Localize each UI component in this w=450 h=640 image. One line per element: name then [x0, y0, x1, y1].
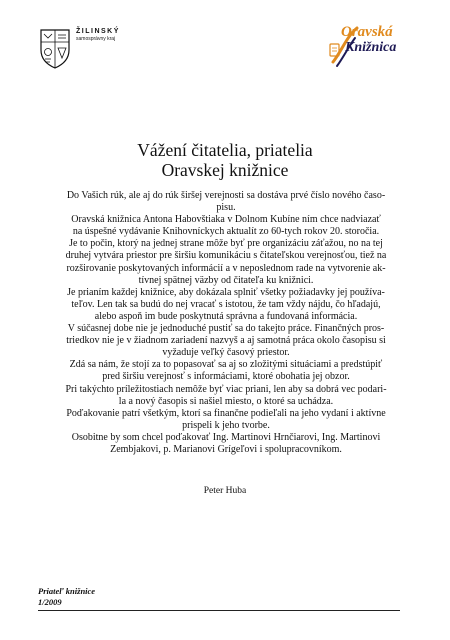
footer-divider	[38, 610, 400, 611]
logo-subtitle: samosprávny kraj	[76, 36, 116, 42]
text-line: Pri takýchto príležitostiach nemôže byť viac priani, len aby sa dobrá vec podari-	[65, 383, 387, 395]
logo-title: ŽILINSKÝ	[76, 28, 120, 35]
logo-title: Oravská	[341, 24, 393, 40]
editorial-body	[34, 190, 418, 456]
text-line: tívnej spätnej väzby od čitateľa ku knižnici.	[138, 274, 314, 286]
logo-subtitle: Knižnica	[345, 40, 397, 55]
text-line: druhej vytvára priestor pre širšiu komunikáciu s čitateľskou verejnosťou, tiež na	[65, 250, 387, 262]
signature: Peter Huba	[203, 486, 247, 496]
text-line: Je to počin, ktorý na jednej strane môže byť pre organizáciu záťažou, no na tej	[69, 238, 383, 250]
text-line: Je prianím každej knižnice, aby dokázala splniť všetky požiadavky jej používa-	[67, 286, 385, 298]
text-line: na úspešné vydávanie Knihovníckych aktualít zo 60-tych rokov 20. storočia.	[72, 226, 380, 238]
text-line: pred širšiu verejnosť s informáciami, ktoré obohatia jej obzor.	[102, 371, 350, 383]
text-line: vyžaduje veľký časový priestor.	[162, 347, 290, 359]
text-line: Osobitne by som chcel poďakovať Ing. Martinovi Hrnčiarovi, Ing. Martinovi	[71, 431, 381, 443]
text-line: la a nový časopis si našiel miesto, o ktoré sa uchádza.	[118, 395, 334, 407]
text-line: V súčasnej dobe nie je jednoduché pustiť sa do takejto práce. Finančných pros-	[67, 323, 385, 335]
footer-publication-name: Priateľ knižnice	[38, 586, 96, 596]
text-line: pisu.	[216, 202, 236, 214]
title-line: Vážení čitatelia, priatelia	[137, 140, 313, 160]
text-line: teľov. Len tak sa budú do nej vracať s istotou, že tam vždy nájdu, čo hľadajú,	[71, 298, 381, 310]
text-line: Poďakovanie patrí všetkým, ktorí sa finančne podieľali na jeho vydaní i aktívne	[66, 407, 386, 419]
text-line: triedkov nie je v žiadnom zariadení nazvyš a aj samotná práca okolo časopisu si	[66, 335, 386, 347]
text-line: prispeli k jeho tvorbe.	[182, 419, 270, 431]
text-line: rozširovanie poskytovaných informácií a v neposlednom rade na vytvorenie ak-	[66, 262, 386, 274]
page-title	[0, 140, 450, 180]
text-line: Oravská knižnica Antona Habovštiaka v Dolnom Kubíne ním chce nadviazať	[71, 214, 381, 226]
title-line: Oravskej knižnice	[161, 160, 289, 180]
text-line: alebo aspoň im bude poskytnutá správna a fundovaná informácia.	[94, 310, 358, 322]
coat-of-arms-icon	[38, 26, 72, 70]
text-line: Zembjakovi, p. Marianovi Grígeľovi i spolupracovníkom.	[110, 443, 342, 455]
text-line: Do Vašich rúk, ale aj do rúk širšej verejnosti sa dostáva prvé číslo nového časo-	[66, 190, 386, 201]
footer	[38, 586, 95, 608]
footer-issue-number: 1/2009	[38, 597, 62, 607]
zilinsky-kraj-logo	[38, 26, 120, 70]
oravska-kniznica-logo	[327, 22, 413, 70]
text-line: Zdá sa nám, že stojí za to popasovať sa aj so zložitými situáciami a predstúpiť	[69, 359, 383, 371]
